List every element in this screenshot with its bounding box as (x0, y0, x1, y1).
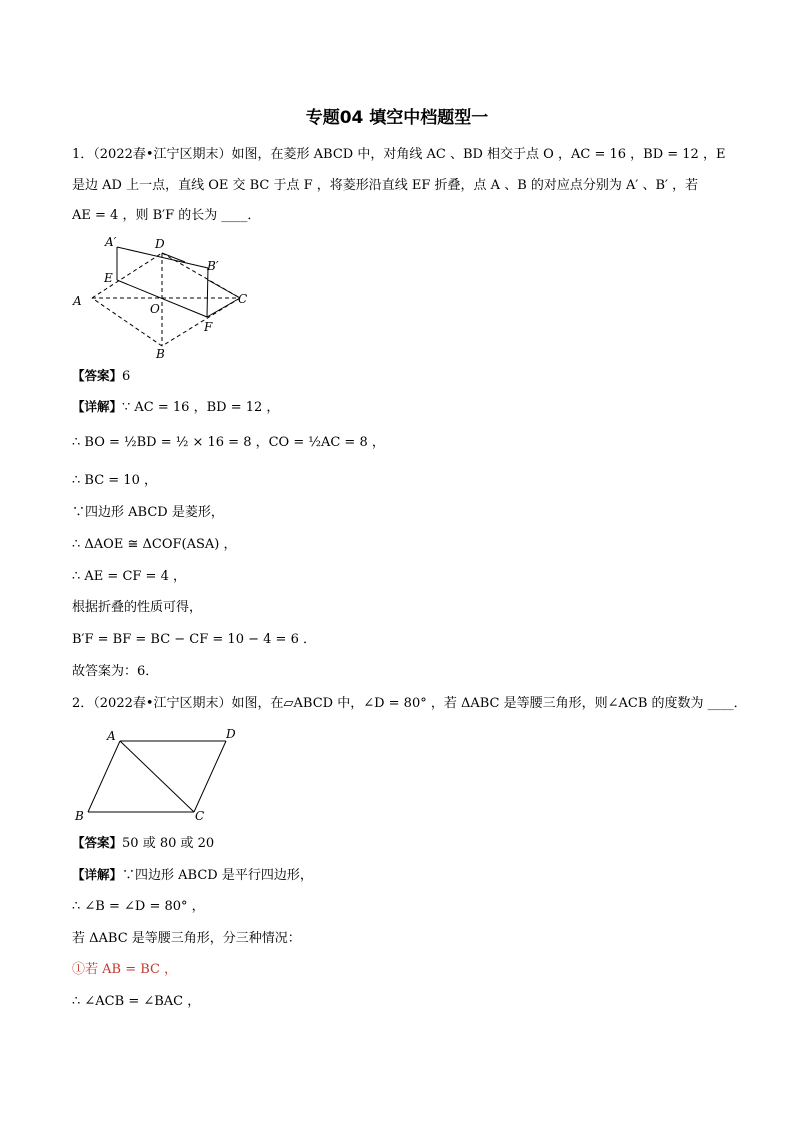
q1-label-A: A (73, 294, 82, 308)
q1-solution-step: ∵ AC = 16 ，BD = 12 ， (122, 400, 280, 415)
q1-solution-step: ∴ BO = ½BD = ½ × 16 = 8 ，CO = ½AC = 8 ， (72, 435, 385, 450)
q2-answer-tag: 【答案】 (72, 835, 123, 850)
page-title: 专题04 填空中档题型一 (305, 108, 489, 128)
q1-label-A1: A′ (105, 235, 117, 249)
q2-answer: 50 或 80 或 20 (122, 836, 215, 851)
q1-text-line3: AE = 4 ，则 B′F 的长为 ____． (72, 208, 261, 223)
q2-solution-step: ∵四边形 ABCD 是平行四边形， (122, 868, 313, 883)
q1-label-O: O (150, 302, 160, 316)
q1-solution-step: B′F = BF = BC − CF = 10 − 4 = 6 ． (72, 632, 316, 647)
q1-solution-step: ∵四边形 ABCD 是菱形， (72, 505, 224, 520)
q1-detail-tag: 【详解】 (72, 399, 123, 414)
q2-solution-step: ①若 AB = BC ， (72, 962, 178, 977)
q1-answer-tag: 【答案】 (72, 368, 123, 383)
q1-label-E: E (104, 271, 113, 285)
q2-label-C: C (195, 809, 205, 822)
q1-label-F: F (204, 320, 213, 334)
q2-detail-tag: 【详解】 (72, 867, 123, 882)
q2-solution-step: 若 ΔABC 是等腰三角形，分三种情况： (72, 931, 301, 946)
q1-label-B1: B′ (207, 259, 219, 273)
q1-solution-step: 故答案为：6． (72, 664, 159, 679)
q1-label-C: C (238, 292, 248, 306)
q2-label-D: D (226, 727, 236, 741)
q2-text-line1: 2．（2022春•江宁区期末）如图，在▱ABCD 中，∠D = 80° ，若 ΔABC 是等腰三角形，则∠ACB 的度数为 ____． (72, 696, 747, 711)
q1-answer: 6 (122, 369, 131, 384)
q2-answer-line (72, 833, 214, 854)
q1-solution-step: ∴ BC = 10 ， (72, 473, 157, 488)
q2-parallelogram-figure (70, 722, 250, 822)
q1-solution-step: 根据折叠的性质可得， (72, 600, 203, 615)
q2-label-A: A (107, 729, 116, 743)
q1-solution-step: ∴ AE = CF = 4 ， (72, 569, 186, 584)
q2-solution-step: ∴ ∠B = ∠D = 80° ， (72, 899, 205, 914)
q1-rhombus-figure (68, 232, 268, 362)
q1-label-B: B (156, 347, 165, 361)
q2-solution-step: ∴ ∠ACB = ∠BAC ， (72, 994, 201, 1009)
q1-text-line1: 1．（2022春•江宁区期末）如图，在菱形 ABCD 中，对角线 AC 、BD 相交于点 O ，AC = 16 ，BD = 12 ，E (72, 147, 726, 162)
q2-detail-line (72, 865, 313, 886)
q1-solution-step: ∴ ΔAOE ≅ ΔCOF(ASA) ， (72, 537, 237, 552)
q2-label-B: B (75, 809, 84, 822)
q1-text-line2: 是边 AD 上一点，直线 OE 交 BC 于点 F ，将菱形沿直线 EF 折叠，点 A 、B 的对应点分别为 A′ 、B′ ，若 (72, 178, 699, 193)
q1-detail-line (72, 397, 279, 418)
q1-label-D: D (155, 237, 165, 251)
q1-answer-line (72, 366, 130, 387)
